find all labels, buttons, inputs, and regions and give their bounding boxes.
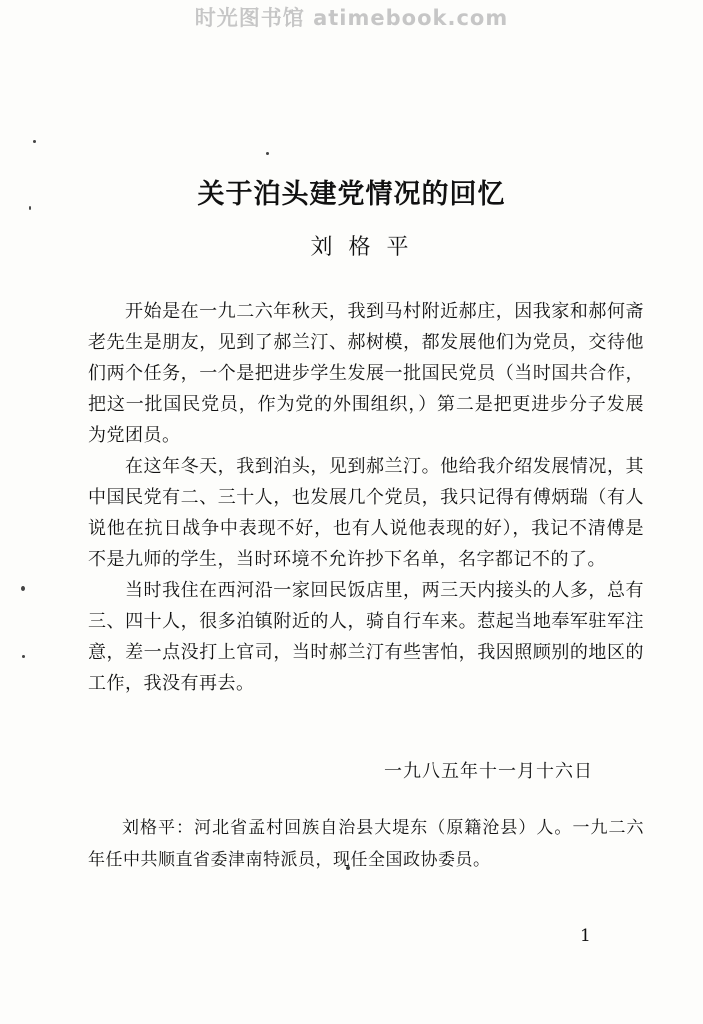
paragraph-1: 开始是在一九二六年秋天，我到马村附近郝庄，因我家和郝何斋老先生是朋友，见到了郝兰汀、郝树模，都发展他们为党员，交待他们两个任务，一个是把进步学生发展一批国民党员（当时国共合作，把这一批国民党员，作为党的外围组织，）第二是把更进步分子发展为党团员。 (88, 301, 644, 446)
paragraph-2: 在这年冬天，我到泊头，见到郝兰汀。他给我介绍发展情况，其中国民党有二、三十人，也发展几个党员，我只记得有傅炳瑞（有人说他在抗日战争中表现不好，也有人说他表现的好），我记不清傅是不是九师的学生，当时环境不允许抄下名单，名字都记不的了。 (88, 456, 644, 570)
site-watermark: 时光图书馆 atimebook.com (194, 6, 509, 30)
scan-speck (33, 140, 36, 143)
article-body (88, 296, 644, 699)
article-date: 一九八五年十一月十六日 (384, 761, 593, 782)
scan-speck (21, 586, 25, 591)
scan-speck (22, 655, 25, 658)
scan-speck (266, 152, 269, 155)
article-author: 刘格平 (310, 235, 425, 260)
article-title: 关于泊头建党情况的回忆 (197, 179, 506, 210)
author-bio: 刘格平：河北省孟村回族自治县大堤东（原籍沧县）人。一九二六年任中共顺直省委津南特派员，现任全国政协委员。 (88, 818, 644, 870)
page-number: 1 (580, 926, 591, 946)
paragraph-3: 当时我住在西河沿一家回民饭店里，两三天内接头的人多，总有三、四十人，很多泊镇附近的人，骑自行车来。惹起当地奉军驻军注意，差一点没打上官司，当时郝兰汀有些害怕，我因照顾别的地区的工作，我没有再去。 (88, 580, 644, 694)
